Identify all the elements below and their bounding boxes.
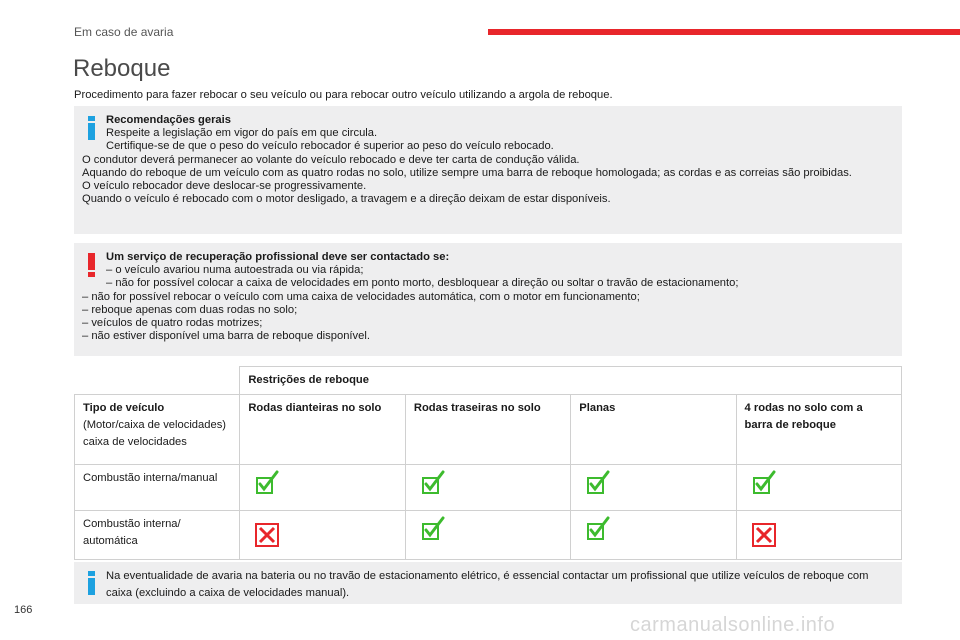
page-title: Reboque <box>73 55 171 82</box>
info-icon <box>88 571 95 595</box>
cross-icon <box>751 522 777 548</box>
row-label: Combustão interna/manual <box>75 465 240 511</box>
battery-note-box <box>74 562 902 604</box>
restriction-cell <box>240 511 406 560</box>
check-icon <box>420 516 446 542</box>
row-label: Combustão interna/ automática <box>75 511 240 560</box>
warning-item: – o veículo avariou numa autoestrada ou via rápida; <box>106 264 364 277</box>
warning-item: – veículos de quatro rodas motrizes; <box>82 317 263 330</box>
column-header: Rodas dianteiras no solo <box>240 395 406 465</box>
page-number: 166 <box>14 604 33 616</box>
recommendations-heading: Recomendações gerais <box>106 114 231 126</box>
restriction-cell <box>240 465 406 511</box>
info-icon <box>88 116 95 140</box>
vehicle-type-header: Tipo de veículo (Motor/caixa de velocidades) caixa de velocidades <box>75 395 240 465</box>
restriction-cell <box>571 511 736 560</box>
table-row <box>75 511 902 560</box>
recommendation-line: Aquando do reboque de um veículo com as quatro rodas no solo, utilize sempre uma barra de reboque homologada; as cordas e as correias são proibidas. <box>82 166 852 179</box>
warning-item: – não estiver disponível uma barra de reboque disponível. <box>82 330 370 343</box>
intro-text: Procedimento para fazer rebocar o seu veículo ou para rebocar outro veículo utilizando a argola de reboque. <box>74 89 613 101</box>
column-header: Rodas traseiras no solo <box>405 395 570 465</box>
recommendation-line: O veículo rebocador deve deslocar-se progressivamente. <box>82 180 367 193</box>
note-text: Na eventualidade de avaria na bateria ou no travão de estacionamento elétrico, é essencial contactar um profissional que utilize veículos de reboque com caixa (excluindo a caixa de velocidades manual). <box>106 570 869 599</box>
section-header: Em caso de avaria <box>74 25 174 39</box>
recommendation-line: Quando o veículo é rebocado com o motor desligado, a travagem e a direção deixam de estar disponíveis. <box>82 193 611 206</box>
restriction-cell <box>736 465 901 511</box>
table-group-header: Restrições de reboque <box>240 367 902 395</box>
restriction-cell <box>571 465 736 511</box>
recommendation-line: O condutor deverá permanecer ao volante do veículo rebocado e deve ter carta de condução válida. <box>82 153 580 166</box>
restriction-cell <box>405 465 570 511</box>
column-header: Planas <box>571 395 736 465</box>
header-accent-bar <box>488 29 960 35</box>
check-icon <box>254 470 280 496</box>
towing-restrictions-table <box>74 366 902 560</box>
table-corner <box>75 367 240 395</box>
warning-heading: Um serviço de recuperação profissional deve ser contactado se: <box>106 251 450 263</box>
general-recommendations-box <box>74 106 902 234</box>
table-row <box>75 465 902 511</box>
recommendation-line: Respeite a legislação em vigor do país em que circula. <box>106 127 378 140</box>
watermark: carmanualsonline.info <box>630 614 836 636</box>
check-icon <box>585 470 611 496</box>
cross-icon <box>254 522 280 548</box>
warning-item: – não for possível colocar a caixa de velocidades em ponto morto, desbloquear a direção ou soltar o travão de estacionamento; <box>106 277 739 290</box>
check-icon <box>751 470 777 496</box>
warning-item: – reboque apenas com duas rodas no solo; <box>82 303 298 316</box>
column-header: 4 rodas no solo com a barra de reboque <box>736 395 901 465</box>
professional-service-warning-box <box>74 243 902 356</box>
check-icon <box>420 470 446 496</box>
restriction-cell <box>736 511 901 560</box>
recommendation-line: Certifique-se de que o peso do veículo rebocador é superior ao peso do veículo rebocado. <box>106 140 554 153</box>
warning-item: – não for possível rebocar o veículo com uma caixa de velocidades automática, com o motor em funcionamento; <box>82 290 640 303</box>
warning-icon <box>88 253 95 277</box>
restriction-cell <box>405 511 570 560</box>
check-icon <box>585 516 611 542</box>
